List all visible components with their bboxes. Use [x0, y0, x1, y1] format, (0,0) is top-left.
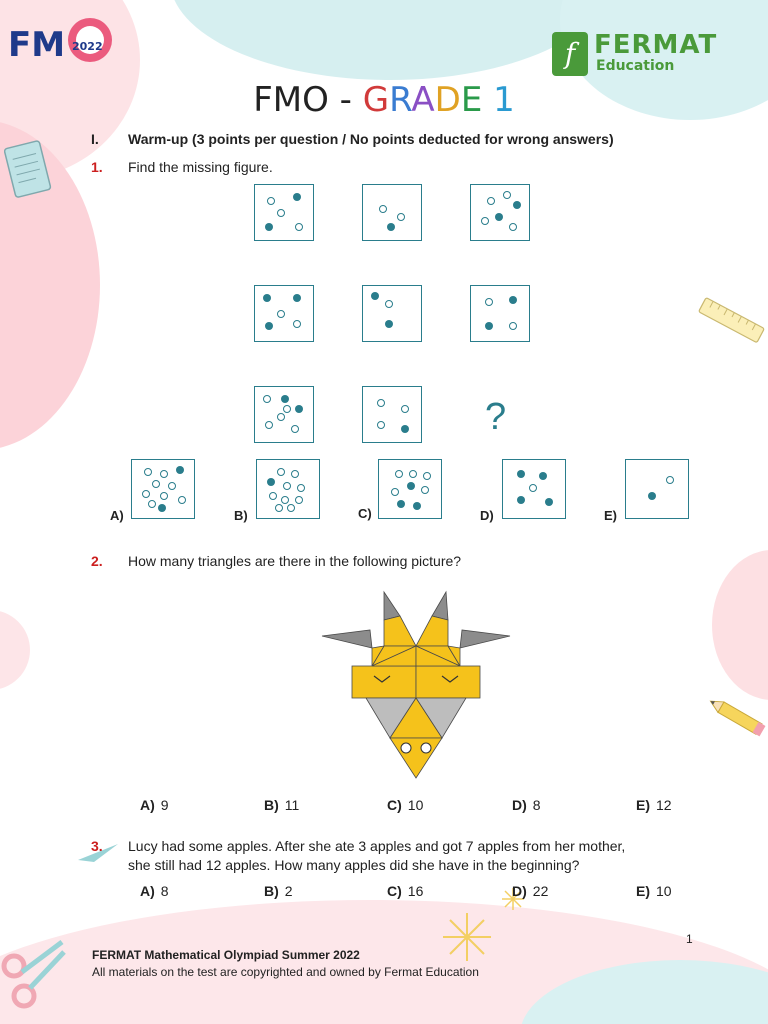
filled-dot [413, 502, 421, 510]
answer-label: D) [512, 797, 527, 813]
fmo-logo-year: 2022 [72, 40, 103, 53]
answer-label: E) [636, 883, 650, 899]
scissors-sticker [0, 930, 70, 1020]
answer-value: 10 [656, 883, 672, 899]
title-grade-letter: R [389, 80, 412, 120]
filled-dot [545, 498, 553, 506]
q2-number: 2. [91, 553, 103, 569]
bg-blob-left-mid [0, 610, 30, 690]
hollow-dot [277, 310, 285, 318]
filled-dot [263, 294, 271, 302]
filled-dot [293, 294, 301, 302]
q2-answer-option[interactable] [636, 797, 672, 813]
hollow-dot [377, 421, 385, 429]
option-label[interactable]: D) [480, 508, 494, 523]
pencil-sticker [704, 692, 768, 742]
pattern-figure [254, 184, 314, 241]
filled-dot [407, 482, 415, 490]
pattern-figure [362, 184, 422, 241]
hollow-dot [487, 197, 495, 205]
filled-dot [265, 223, 273, 231]
pattern-figure [362, 285, 422, 342]
filled-dot [176, 466, 184, 474]
q2-answer-option[interactable] [387, 797, 423, 813]
pattern-figure [470, 184, 530, 241]
fermat-logo-sub: Education [596, 58, 675, 74]
fermat-education-logo [548, 30, 738, 78]
filled-dot [495, 213, 503, 221]
hollow-dot [503, 191, 511, 199]
q3-answer-option[interactable] [264, 883, 293, 899]
title-grade-number: 1 [493, 80, 515, 120]
hollow-dot [265, 421, 273, 429]
fmo-logo [6, 14, 116, 74]
fermat-f-mark: f [552, 32, 588, 76]
hollow-dot [295, 223, 303, 231]
filled-dot [385, 320, 393, 328]
hollow-dot [297, 484, 305, 492]
giraffe-triangles-picture [320, 588, 512, 780]
bg-blob-top-center [170, 0, 610, 80]
hollow-dot [144, 468, 152, 476]
option-label[interactable]: A) [110, 508, 124, 523]
hollow-dot [293, 320, 301, 328]
filled-dot [281, 395, 289, 403]
hollow-dot [423, 472, 431, 480]
q2-text: How many triangles are there in the following picture? [128, 553, 462, 569]
answer-value: 16 [407, 883, 424, 899]
hollow-dot [283, 405, 291, 413]
q3-number: 3. [91, 838, 103, 854]
answer-label: D) [512, 883, 527, 899]
hollow-dot [421, 486, 429, 494]
answer-label: C) [387, 797, 402, 813]
q1-text: Find the missing figure. [128, 159, 273, 175]
hollow-dot [283, 482, 291, 490]
answer-label: A) [140, 883, 155, 899]
filled-dot [371, 292, 379, 300]
footer-line1: FERMAT Mathematical Olympiad Summer 2022 [92, 948, 360, 962]
answer-value: 10 [407, 797, 424, 813]
q3-answer-option[interactable] [387, 883, 423, 899]
hollow-dot [281, 496, 289, 504]
notebook-sticker [2, 138, 54, 204]
hollow-dot [267, 197, 275, 205]
title-grade-letter: G [362, 80, 390, 120]
hollow-dot [377, 399, 385, 407]
section-number: I. [91, 131, 99, 147]
filled-dot [267, 478, 275, 486]
answer-value: 2 [284, 883, 293, 899]
q3-text-line2: she still had 12 apples. How many apples did she have in the beginning? [128, 857, 580, 873]
hollow-dot [152, 480, 160, 488]
section-heading: Warm-up (3 points per question / No points deducted for wrong answers) [128, 131, 614, 147]
answer-value: 8 [160, 883, 169, 899]
missing-figure-question-mark: ? [485, 396, 507, 438]
pattern-figure [254, 285, 314, 342]
title-grade-word [363, 80, 483, 120]
hollow-dot [295, 496, 303, 504]
hollow-dot [160, 492, 168, 500]
filled-dot [517, 470, 525, 478]
hollow-dot [397, 213, 405, 221]
filled-dot [517, 496, 525, 504]
q3-answer-option[interactable] [140, 883, 169, 899]
filled-dot [509, 296, 517, 304]
hollow-dot [385, 300, 393, 308]
q3-text-line1: Lucy had some apples. After she ate 3 apples and got 7 apples from her mother, [128, 838, 626, 854]
hollow-dot [379, 205, 387, 213]
hollow-dot [391, 488, 399, 496]
hollow-dot [481, 217, 489, 225]
option-figure [502, 459, 566, 519]
filled-dot [539, 472, 547, 480]
q2-answer-option[interactable] [264, 797, 299, 813]
option-figure [378, 459, 442, 519]
hollow-dot [509, 322, 517, 330]
pattern-figure [470, 285, 530, 342]
answer-value: 11 [284, 797, 300, 813]
filled-dot [295, 405, 303, 413]
hollow-dot [168, 482, 176, 490]
option-figure [625, 459, 689, 519]
filled-dot [397, 500, 405, 508]
hollow-dot [275, 504, 283, 512]
filled-dot [648, 492, 656, 500]
bg-blob-right [712, 550, 768, 700]
title-grade-letter: D [434, 80, 461, 120]
title-prefix: FMO - [253, 80, 363, 120]
answer-value: 8 [532, 797, 541, 813]
pattern-figure [362, 386, 422, 443]
answer-value: 12 [656, 797, 672, 813]
svg-text:FM: FM [8, 25, 66, 65]
q3-answer-option[interactable] [512, 883, 548, 899]
answer-label: A) [140, 797, 155, 813]
option-figure [256, 459, 320, 519]
option-label[interactable]: C) [358, 506, 372, 521]
filled-dot [158, 504, 166, 512]
answer-label: C) [387, 883, 402, 899]
filled-dot [513, 201, 521, 209]
ruler-sticker [694, 292, 768, 350]
hollow-dot [277, 468, 285, 476]
hollow-dot [666, 476, 674, 484]
footer [92, 948, 479, 979]
hollow-dot [291, 425, 299, 433]
answer-label: B) [264, 883, 279, 899]
hollow-dot [269, 492, 277, 500]
hollow-dot [160, 470, 168, 478]
title-grade-letter: E [460, 80, 483, 120]
answer-label: E) [636, 797, 650, 813]
hollow-dot [148, 500, 156, 508]
hollow-dot [263, 395, 271, 403]
hollow-dot [287, 504, 295, 512]
filled-dot [485, 322, 493, 330]
answer-value: 9 [160, 797, 169, 813]
filled-dot [387, 223, 395, 231]
pattern-figure [254, 386, 314, 443]
hollow-dot [395, 470, 403, 478]
hollow-dot [277, 413, 285, 421]
hollow-dot [178, 496, 186, 504]
filled-dot [265, 322, 273, 330]
page-number: 1 [686, 932, 693, 946]
hollow-dot [409, 470, 417, 478]
option-figure [131, 459, 195, 519]
hollow-dot [291, 470, 299, 478]
fermat-logo-name: FERMAT [594, 30, 718, 60]
hollow-dot [401, 405, 409, 413]
answer-value: 22 [532, 883, 549, 899]
q3-answer-option[interactable] [636, 883, 672, 899]
hollow-dot [509, 223, 517, 231]
answer-label: B) [264, 797, 279, 813]
hollow-dot [277, 209, 285, 217]
q1-number: 1. [91, 159, 103, 175]
hollow-dot [485, 298, 493, 306]
page-title [0, 80, 768, 120]
filled-dot [293, 193, 301, 201]
hollow-dot [529, 484, 537, 492]
q2-answer-option[interactable] [512, 797, 541, 813]
title-grade-letter: A [411, 80, 435, 120]
option-label[interactable]: B) [234, 508, 248, 523]
option-label[interactable]: E) [604, 508, 617, 523]
filled-dot [401, 425, 409, 433]
footer-line2: All materials on the test are copyrighted and owned by Fermat Education [92, 965, 479, 979]
hollow-dot [142, 490, 150, 498]
q2-answer-option[interactable] [140, 797, 169, 813]
